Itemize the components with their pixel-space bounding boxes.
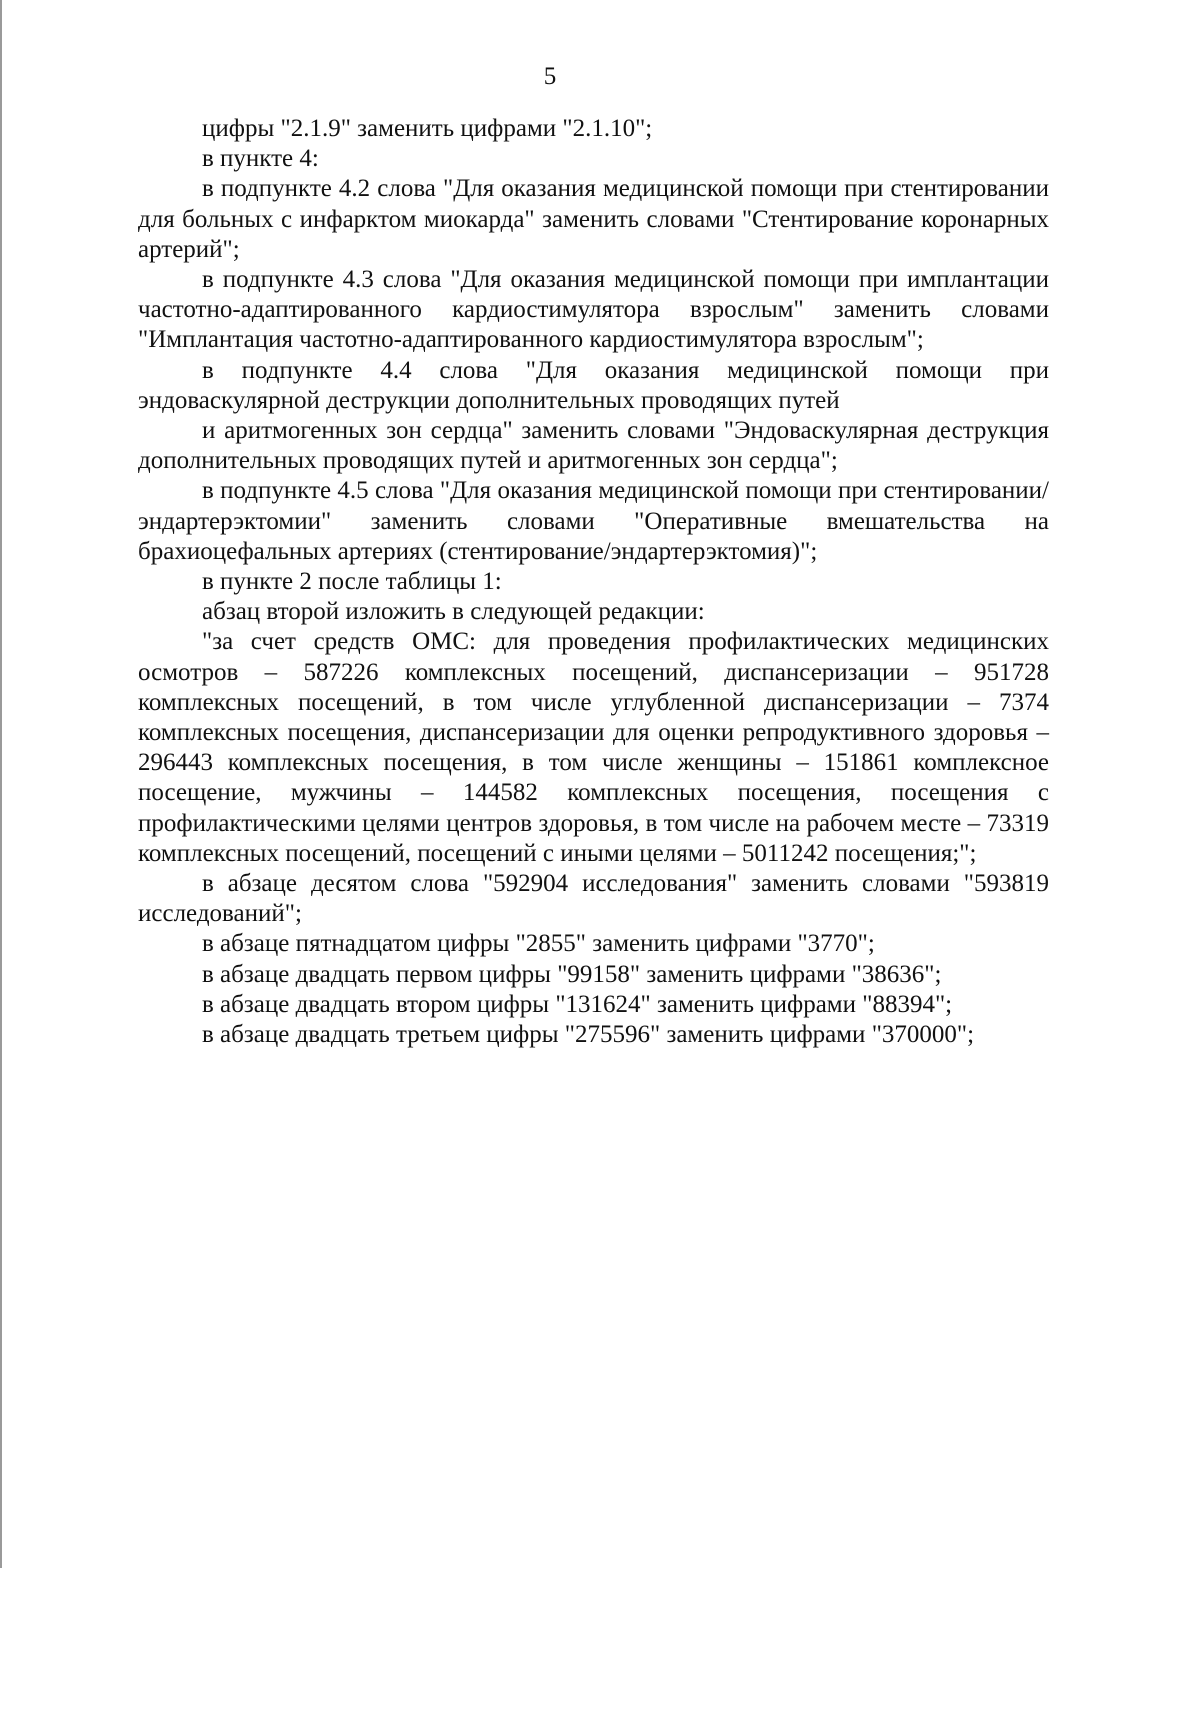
paragraph: абзац второй изложить в следующей редакции: <box>202 598 705 626</box>
page-number: 5 <box>543 63 557 90</box>
paragraph: в пункте 4: <box>202 145 319 173</box>
page-edge <box>0 0 2 1568</box>
paragraph: в абзаце двадцать третьем цифры "275596" заменить цифрами "370000"; <box>202 1021 975 1049</box>
paragraph: в пункте 2 после таблицы 1: <box>202 568 502 596</box>
document-body <box>138 114 1049 1050</box>
paragraph: в подпункте 4.4 слова "Для оказания медицинской помощи при эндоваскулярной деструкции дополнительных проводящих путей <box>138 356 1049 414</box>
paragraph: в абзаце пятнадцатом цифры "2855" заменить цифрами "3770"; <box>202 930 875 958</box>
paragraph: в абзаце двадцать первом цифры "99158" заменить цифрами "38636"; <box>202 960 942 988</box>
paragraph: в подпункте 4.5 слова "Для оказания медицинской помощи при стентировании/эндартерэктомии" заменить словами "Оперативные вмешательства на брахиоцефальных артериях (стентирование/эндартерэктомия)"; <box>138 477 1049 565</box>
paragraph: в подпункте 4.3 слова "Для оказания медицинской помощи при имплантации частотно-адаптированного кардиостимулятора взрослым" заменить словами "Имплантация частотно-адаптированного кардиостимулятора взрослым"; <box>138 266 1049 354</box>
paragraph: и аритмогенных зон сердца" заменить словами "Эндоваскулярная деструкция дополнительных проводящих путей и аритмогенных зон сердца"; <box>138 417 1049 475</box>
paragraph: в абзаце десятом слова "592904 исследования" заменить словами "593819 исследований"; <box>138 870 1049 928</box>
paragraph: в абзаце двадцать втором цифры "131624" заменить цифрами "88394"; <box>202 990 953 1018</box>
paragraph: в подпункте 4.2 слова "Для оказания медицинской помощи при стентировании для больных с инфарктом миокарда" заменить словами "Стентирование коронарных артерий"; <box>138 175 1049 263</box>
paragraph: цифры "2.1.9" заменить цифрами "2.1.10"; <box>202 115 653 142</box>
paragraph: "за счет средств ОМС: для проведения профилактических медицинских осмотров – 587226 комплексных посещений, диспансеризации – 951728 комплексных посещений, в том числе углубленной диспансеризации – 7374 комплексных посещения, диспансеризации для оценки репродуктивного здоровья – 296443 комплексных посещения, в том числе женщины – 151861 комплексное посещение, мужчины – 144582 комплексных посещения, посещения с профилактическими целями центров здоровья, в том числе на рабочем месте – 73319 комплексных посещений, посещений с иными целями – 5011242 посещения;"; <box>138 628 1049 867</box>
